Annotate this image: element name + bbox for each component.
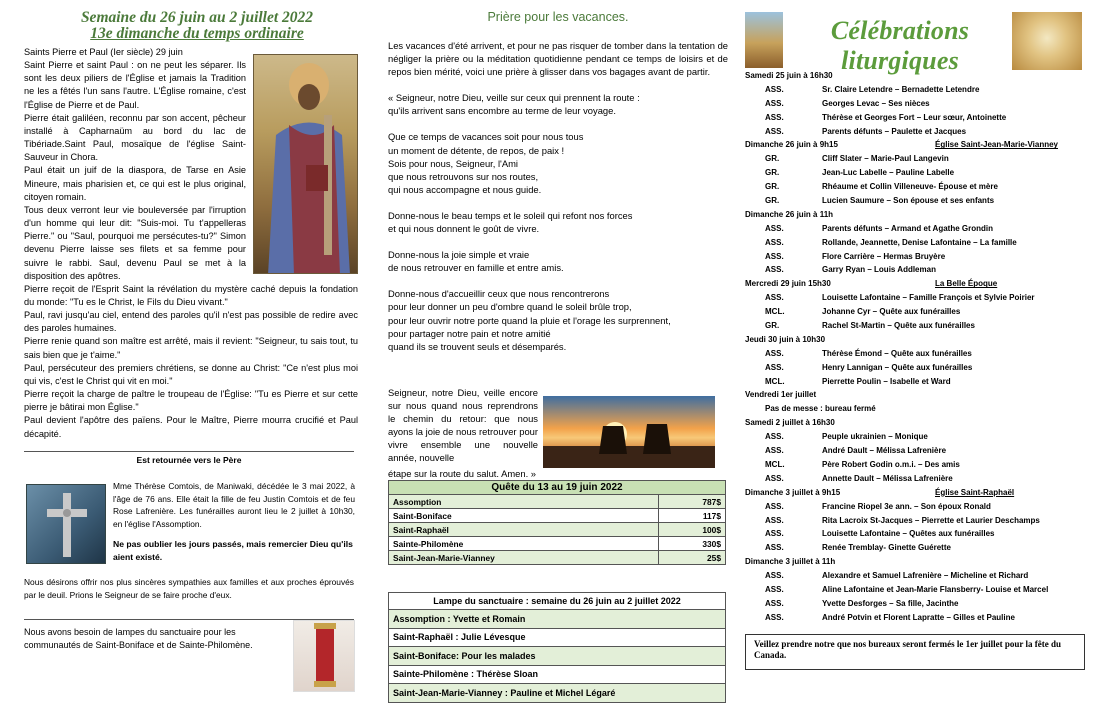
mass-intention: Sr. Claire Letendre – Bernadette Letendre [822,84,980,94]
mass-intention-row [745,305,1085,319]
saints-paragraph: Pierre renie quand son maître est arrêté, mais il revient: "Seigneur, tu sais tout, tu sais bien que je t'aime." [24,336,358,360]
sanctuary-lamp-table [388,592,726,703]
obituary-heading: Est retournée vers le Père [136,455,242,465]
collection-amount: 330$ [658,537,725,551]
sanctuary-lamp-entry: Saint-Raphaël : Julie Lévesque [389,628,726,647]
prayer-stanza [388,248,728,274]
collection-amount: 25$ [658,551,725,565]
mass-role: GR. [765,168,780,178]
mass-intention: Rollande, Jeannette, Denise Lafontaine – La famille [822,237,1017,247]
prayer-stanza [388,209,728,235]
mass-intention-row [745,319,1085,333]
prayer-closing: Seigneur, notre Dieu, veille encore sur nous quand nous reprendrons le chemin du retour: que nous ayons la joie de nous retrouver pour vivre ensemble une nouvelle année, nouvelle [388,387,538,464]
mass-role: ASS. [765,98,784,108]
mass-intention: Peuple ukrainien – Monique [822,432,928,442]
mass-location: Église Saint-Jean-Marie-Vianney [935,140,1059,150]
sanctuary-lamp-row [389,647,726,666]
mass-intention-row [745,291,1085,305]
collection-place: Saint-Jean-Marie-Vianney [389,551,659,565]
sanctuary-lamp-entry: Saint-Jean-Marie-Vianney : Pauline et Michel Légaré [389,684,726,703]
prayer-line: qu'ils arrivent sans encombre au terme de leur voyage. [388,105,616,117]
crucifix-image [26,484,106,564]
mass-intention-row [745,250,1085,264]
prayer-line: que nous retrouvons sur nos routes, [388,170,539,182]
mass-role: GR. [765,321,780,331]
mass-role: GR. [765,154,780,164]
saints-paragraph: Pierre était galiléen, reconnu par son accent, pêcheur installé à Capharnaüm au bord du lac de Tibériade.Saint Paul, mosaïque de l'église Saint-Sauveur in Chora. [24,112,246,163]
week-title: Semaine du 26 juin au 2 juillet 2022 [80,10,314,26]
saints-paragraph: Pierre reçoit de l'Esprit Saint la révélation du mystère caché depuis la fondation du monde: "Tu es le Christ, le Fils du Dieu vivant." [24,283,358,307]
obituary-quote: Ne pas oublier les jours passés, mais remercier Dieu qu'ils aient existé. [113,539,353,562]
sanctuary-lamp-entry: Saint-Boniface: Pour les malades [389,647,726,666]
collection-amount: 117$ [658,509,725,523]
prayer-line: qui nous accompagne et nous guide. [388,183,542,195]
mass-header [745,69,1085,83]
prayer-line: pour partager notre pain et notre amitié [388,327,551,339]
mass-datetime: Dimanche 26 juin à 9h15 [745,140,838,150]
sympathy-text: Nous désirons offrir nos plus sincères sympathies aux familles et aux proches éprouvés par le deuil. Prions le Seigneur de se faire proche d'eux. [24,577,354,600]
mass-datetime: Dimanche 26 juin à 11h [745,209,834,219]
mass-intention: Rachel St-Martin – Quête aux funérailles [822,321,975,331]
mass-intention: André Dault – Mélissa Lafrenière [822,446,947,456]
mass-role: ASS. [765,515,784,525]
mass-role: ASS. [765,112,784,122]
mass-role: ASS. [765,446,784,456]
mass-role: MCL. [765,459,785,469]
divider [24,451,354,452]
prayer-line: pour leur ouvrir notre porte quand la pluie et l'orage les surprennent, [388,314,671,326]
collection-place: Saint-Boniface [389,509,659,523]
mass-datetime: Dimanche 3 juillet à 11h [745,557,836,567]
lamp-need-text: Nous avons besoin de lampes du sanctuaire pour les communautés de Saint-Boniface et de Sainte-Philomène. [24,627,253,650]
sunset-image [543,396,715,468]
saints-paragraph: Paul, persécuteur des premiers chrétiens, se donne au Christ: "Ce n'est plus moi qui vis, c'est le Christ qui vit en moi." [24,362,358,386]
mass-intention-row [745,152,1085,166]
mass-header [745,416,1085,430]
saints-paragraph: Paul, ravi jusqu'au ciel, entend des paroles qu'il n'est pas possible de redire avec des paroles humaines. [24,310,358,334]
mass-intention: Lucien Saumure – Son épouse et ses enfants [822,196,995,206]
mass-intention-row [745,347,1085,361]
mass-intention-row [745,430,1085,444]
mass-intention: Thérèse Émond – Quête aux funérailles [822,348,972,358]
collection-row [389,495,726,509]
mass-datetime: Mercredi 29 juin 15h30 [745,279,831,289]
mass-intention-row [745,111,1085,125]
sanctuary-lamp-row [389,684,726,703]
mass-intention-row [745,583,1085,597]
mass-intention-row [745,83,1085,97]
mass-datetime: Vendredi 1er juillet [745,390,817,400]
mass-header [745,486,1085,500]
mass-intention: Francine Riopel 3e ann. – Son époux Ronald [822,501,991,511]
collection-row [389,537,726,551]
mass-role: ASS. [765,543,784,553]
mass-intention-row [745,166,1085,180]
mass-intention-row [745,236,1085,250]
mass-intention: Pierrette Poulin – Isabelle et Ward [822,376,951,386]
sanctuary-lamp-row [389,628,726,647]
mass-intention: Garry Ryan – Louis Addleman [822,265,936,275]
mass-intention-row [745,472,1085,486]
mass-intention: Johanne Cyr – Quête aux funérailles [822,307,961,317]
saints-paragraph: Paul devient l'apôtre des païens. Pour le Maître, Pierre mourra crucifié et Paul décapité. [24,415,358,439]
obituary-text: Mme Thérèse Comtois, de Maniwaki, décédée le 3 mai 2022, à l'âge de 76 ans. Elle était la fille de feu Justin Comtois et de feu Rose Lafrenière. Les funérailles auront lieu le 2 juillet à 10h30, en l'église l'Assomption. [113,481,355,529]
mass-intention-row [745,597,1085,611]
collection-amount: 100$ [658,523,725,537]
mass-intention-row [745,569,1085,583]
mass-datetime: Jeudi 30 juin à 10h30 [745,334,826,344]
prayer-stanza [388,287,728,352]
collection-title: Quête du 13 au 19 juin 2022 [389,481,726,495]
mass-intention-row [745,527,1085,541]
mass-role: GR. [765,196,780,206]
sanctuary-lamp-entry: Assomption : Yvette et Romain [389,610,726,629]
saints-article [24,46,358,441]
mass-intention-row [745,514,1085,528]
mass-datetime: Samedi 25 juin à 16h30 [745,71,833,80]
prayer-intro: Les vacances d'été arrivent, et pour ne pas risquer de tomber dans la tentation de négliger la prière ou la méditation quotidienne pendant ce temps de loisirs et de repos bien mérité, voici une prière à glisser dans vos bagages avant de partir. [388,40,728,78]
prayer-line: un moment de détente, de repos, de paix ! [388,144,565,156]
mass-role: ASS. [765,348,784,358]
prayer-body [388,39,728,353]
mass-role: ASS. [765,598,784,608]
chalice-image [745,12,783,68]
mass-intention-row [745,361,1085,375]
mass-intention: Aline Lafontaine et Jean-Marie Flansberry- Louise et Marcel [822,584,1049,594]
mass-intention-row [745,444,1085,458]
mass-intention-row [745,180,1085,194]
sanctuary-lamp-image [293,620,355,692]
saints-paragraph: Tous deux verront leur vie bouleversée par l'irruption d'un homme qui leur dit: "Suis-moi. Tu t'appelleras Pierre." ou "Saul, pourquoi me persécutes-tu?" Simon devenu Pierre laisse ses filets et sa femme pour suivre le rabbi. Saul, devenu Paul se met à la disposition des apôtres. [24,204,246,281]
prayer-line: Donne-nous d'accueillir ceux que nous rencontrerons [388,288,610,300]
prayer-line: Que ce temps de vacances soit pour nous tous [388,131,584,143]
mass-role: ASS. [765,265,784,275]
prayer-line: Donne-nous le beau temps et le soleil qui refont nos forces [388,209,633,221]
mass-role: GR. [765,182,780,192]
week-subtitle: 13e dimanche du temps ordinaire [90,25,304,42]
mass-schedule [745,69,1085,625]
saints-column [24,10,358,710]
prayer-line: pour leur donner un peu d'ombre quand le soleil brûle trop, [388,301,632,313]
mass-intention: Georges Levac – Ses nièces [822,98,930,108]
host-image [1012,12,1082,70]
collection-row [389,523,726,537]
mass-role: ASS. [765,223,784,233]
sanctuary-lamp-title: Lampe du sanctuaire : semaine du 26 juin au 2 juillet 2022 [389,593,726,610]
mass-intention: Annette Dault – Mélissa Lafrenière [822,473,953,483]
mass-intention: Henry Lannigan – Quête aux funérailles [822,362,973,372]
mass-intention: Thérèse et Georges Fort – Leur sœur, Antoinette [822,112,1007,122]
saints-paragraph: Pierre reçoit la charge de paître le troupeau de l'Église: "Tu es Pierre et sur cette pierre je bâtirai mon Église." [24,389,358,413]
prayer-closing-tail: étape sur la route du salut. Amen. » [388,468,537,479]
collection-place: Sainte-Philomène [389,537,659,551]
prayer-line: Sois pour nous, Seigneur, l'Ami [388,157,518,169]
mass-intention: Parents défunts – Paulette et Jacques [822,126,967,136]
celebrations-title: Célébrations liturgiques [830,16,970,75]
mass-role: ASS. [765,571,784,581]
mass-role: ASS. [765,612,784,622]
mass-intention-row [745,500,1085,514]
mass-intention: Cliff Slater – Marie-Paul Langevin [822,154,949,164]
mass-intention-row [745,611,1085,625]
mass-header [745,333,1085,347]
mass-note-row [745,402,1085,416]
mass-intention: Renée Tremblay- Ginette Guérette [822,543,951,553]
prayer-line: et qui nous donnent le goût de vivre. [388,223,540,235]
prayer-line: « Seigneur, notre Dieu, veille sur ceux qui prennent la route : [388,92,640,104]
mass-role: ASS. [765,432,784,442]
mass-role: ASS. [765,362,784,372]
mass-intention: Flore Carrière – Hermas Bruyère [822,251,946,261]
mass-intention: Alexandre et Samuel Lafrenière – Micheline et Richard [822,571,1029,581]
prayer-stanza [388,91,728,117]
mass-intention-row [745,541,1085,555]
mass-intention: Jean-Luc Labelle – Pauline Labelle [822,168,955,178]
mass-location: La Belle Époque [935,279,998,289]
mass-intention: Louisette Lafontaine – Quêtes aux funérailles [822,529,995,539]
saints-paragraph: Paul était un juif de la diaspora, de Tarse en Asie Mineure, mais pharisien et, ce qui est le plus original, citoyen romain. [24,165,246,202]
saints-paragraph: Saint Pierre et saint Paul : on ne peut les séparer. Ils sont les deux piliers de l'Église et jamais la Tradition ne les a fêtés l'un sans l'autre. L'Église romaine, c'est l'Église de Pierre et de Paul. [24,60,246,110]
closure-notice [745,634,1085,670]
mass-intention: Père Robert Godin o.m.i. – Des amis [822,459,960,469]
collection-place: Saint-Raphaël [389,523,659,537]
mass-intention-row [745,375,1085,389]
prayer-line: de nous retrouver en famille et entre amis. [388,262,564,274]
mass-intention-row [745,97,1085,111]
mass-header [745,555,1085,569]
mass-intention-row [745,125,1085,139]
mass-note: Pas de messe : bureau fermé [765,404,876,414]
collection-row [389,551,726,565]
mass-header [745,388,1085,402]
mass-intention: Rita Lacroix St-Jacques – Pierrette et Laurier Deschamps [822,515,1040,525]
mass-role: ASS. [765,529,784,539]
mass-role: ASS. [765,84,784,94]
mass-header [745,208,1085,222]
prayer-line: Donne-nous la joie simple et vraie [388,249,530,261]
mass-datetime: Samedi 2 juillet à 16h30 [745,418,835,428]
collection-table [388,480,726,565]
mass-intention-row [745,458,1085,472]
mass-role: ASS. [765,473,784,483]
celebrations-column [745,12,1085,712]
mass-intention-row [745,222,1085,236]
prayer-title: Prière pour les vacances. [487,10,629,24]
mass-header [745,138,1085,152]
mass-role: ASS. [765,237,784,247]
prayer-line: quand ils se trouvent seuls et désemparés. [388,340,567,352]
sanctuary-lamp-row [389,610,726,629]
mass-datetime: Dimanche 3 juillet à 9h15 [745,487,841,497]
mass-intention: Louisette Lafontaine – Famille François et Sylvie Poirier [822,293,1035,303]
mass-role: MCL. [765,376,785,386]
saints-paragraph: Saints Pierre et Paul (Ier siècle) 29 juin [24,47,183,57]
mass-intention: André Potvin et Florent Lapratte – Gilles et Pauline [822,612,1015,622]
mass-intention: Yvette Desforges – Sa fille, Jacinthe [822,598,959,608]
mass-intention-row [745,194,1085,208]
mass-header [745,277,1085,291]
mass-role: ASS. [765,293,784,303]
mass-intention: Rhéaume et Collin Villeneuve- Épouse et mère [822,182,998,192]
prayer-column [388,10,728,710]
prayer-stanza [388,130,728,195]
collection-row [389,509,726,523]
mass-role: ASS. [765,251,784,261]
collection-place: Assomption [389,495,659,509]
mass-role: MCL. [765,307,785,317]
mass-intention-row [745,263,1085,277]
collection-amount: 787$ [658,495,725,509]
mass-role: ASS. [765,584,784,594]
sanctuary-lamp-entry: Sainte-Philomène : Thérèse Sloan [389,665,726,684]
mass-role: ASS. [765,126,784,136]
mass-role: ASS. [765,501,784,511]
sanctuary-lamp-row [389,665,726,684]
mass-intention: Parents défunts – Armand et Agathe Grondin [822,223,993,233]
closure-notice-text: Veillez prendre notre que nos bureaux seront fermés le 1er juillet pour la fête du Canada. [754,639,1061,660]
mass-location: Église Saint-Raphaël [935,487,1015,497]
